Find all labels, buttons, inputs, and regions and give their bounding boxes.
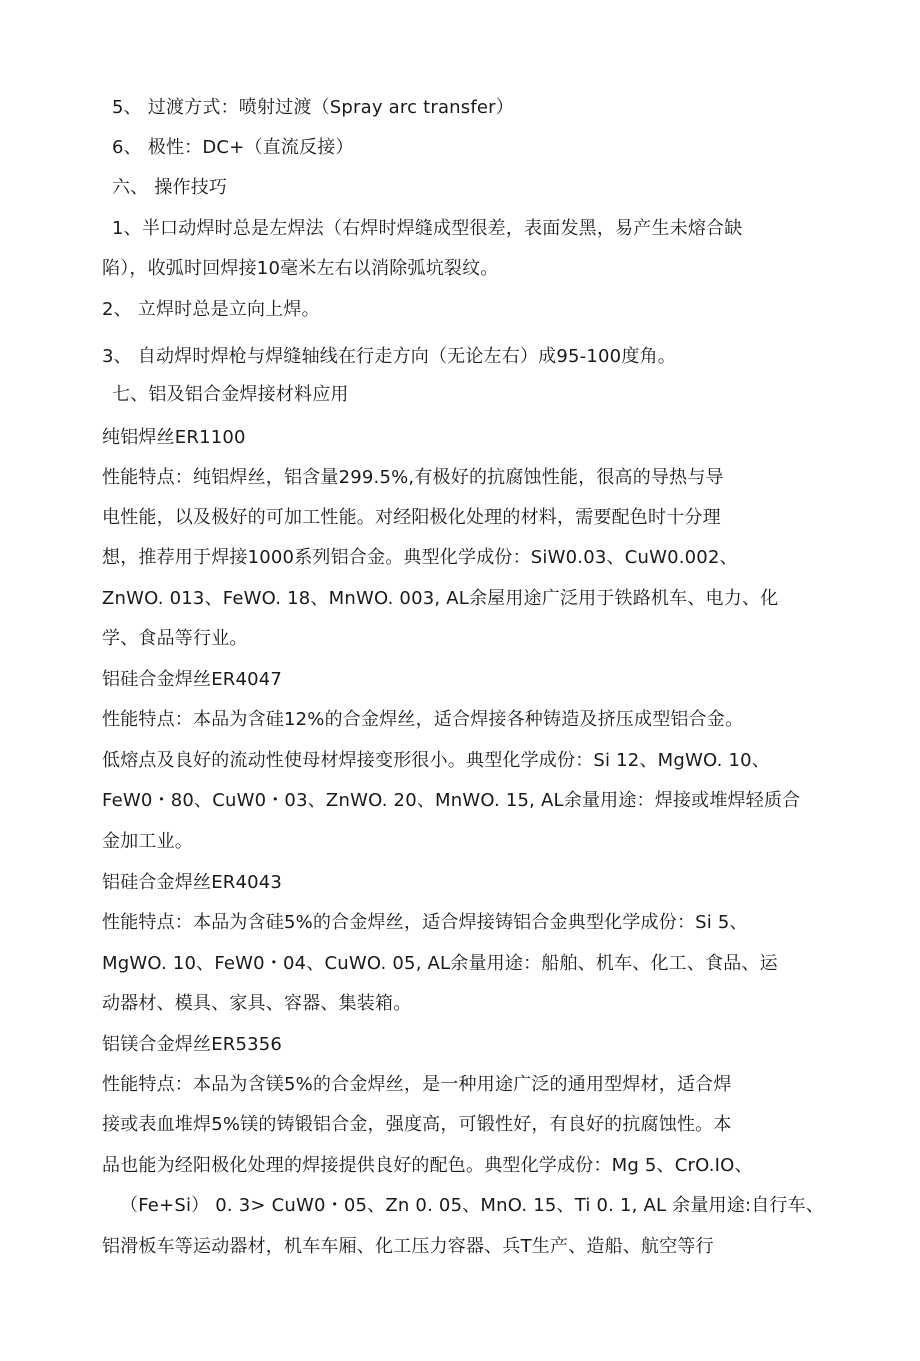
text-line-er1100-1: 性能特点：纯铝焊丝，铝含量299.5%,有极好的抗腐蚀性能，很高的导热与导: [102, 467, 724, 488]
text-line-er5356-2: 接或表血堆焊5%镁的铸锻铝合金，强度高，可锻性好，有良好的抗腐蚀性。本: [102, 1114, 732, 1135]
text-line-technique-1b: 陷），收弧时回焊接10毫米左右以消除弧坑裂纹。: [102, 258, 499, 279]
text-line-er5356-1: 性能特点：本品为含镁5%的合金焊丝，是一种用途广泛的通用型焊材，适合焊: [102, 1074, 732, 1095]
text-line-er4043-1: 性能特点：本品为含硅5%的合金焊丝，适合焊接铸铝合金典型化学成份：Si 5、: [102, 912, 748, 933]
text-line-er5356-4: （Fe+Si） 0. 3> CuW0・05、Zn 0. 05、MnO. 15、Ti 0. 1, AL 余量用途:自行车、: [120, 1195, 825, 1216]
text-line-er4047-2: 低熔点及良好的流动性使母材焊接变形很小。典型化学成份：Si 12、MgWO. 10、: [102, 750, 770, 771]
product-heading-er4047: 铝硅合金焊丝ER4047: [102, 669, 283, 690]
text-line-transfer-mode: 5、 过渡方式：喷射过渡（Spray arc transfer）: [112, 97, 514, 118]
text-line-er4043-3: 动器材、模具、家具、容器、集装箱。: [102, 993, 412, 1014]
text-line-er1100-3: 想，推荐用于焊接1000系列铝合金。典型化学成份：SiW0.03、CuW0.002、: [102, 547, 738, 568]
section-heading-technique: 六、 操作技巧: [112, 177, 228, 198]
text-line-er1100-5: 学、食品等行业。: [102, 628, 248, 649]
text-line-er5356-5: 铝滑板车等运动器材，机车车厢、化工压力容器、兵T生产、造船、航空等行: [102, 1236, 714, 1257]
product-heading-er1100: 纯铝焊丝ER1100: [102, 427, 246, 448]
text-line-er4043-2: MgWO. 10、FeW0・04、CuWO. 05, AL余量用途：船舶、机车、化工、食品、运: [102, 953, 778, 974]
text-line-er1100-2: 电性能，以及极好的可加工性能。对经阳极化处理的材料，需要配色时十分理: [102, 507, 721, 528]
text-line-er5356-3: 品也能为经阳极化处理的焊接提供良好的配色。典型化学成份：Mg 5、CrO.IO、: [102, 1155, 753, 1176]
text-line-er4047-3: FeW0・80、CuW0・03、ZnWO. 20、MnWO. 15, AL余量用途：焊接或堆焊轻质合: [102, 790, 801, 811]
text-line-polarity: 6、 极性：DC+（直流反接）: [112, 137, 354, 158]
section-heading-materials: 七、铝及铝合金焊接材料应用: [112, 384, 349, 405]
product-heading-er4043: 铝硅合金焊丝ER4043: [102, 872, 283, 893]
text-line-technique-2: 2、 立焊时总是立向上焊。: [102, 299, 320, 320]
text-line-technique-3: 3、 自动焊时焊枪与焊缝轴线在行走方向（无论左右）成95-100度角。: [102, 346, 676, 367]
product-heading-er5356: 铝镁合金焊丝ER5356: [102, 1034, 283, 1055]
text-line-er4047-1: 性能特点：本品为含硅12%的合金焊丝，适合焊接各种铸造及挤压成型铝合金。: [102, 709, 744, 730]
text-line-er4047-4: 金加工业。: [102, 831, 193, 852]
text-line-technique-1a: 1、半口动焊时总是左焊法（右焊时焊缝成型很差，表面发黑，易产生未熔合缺: [112, 218, 743, 239]
text-line-er1100-4: ZnWO. 013、FeWO. 18、MnWO. 003, AL余屋用途广泛用于铁路机车、电力、化: [102, 588, 779, 609]
